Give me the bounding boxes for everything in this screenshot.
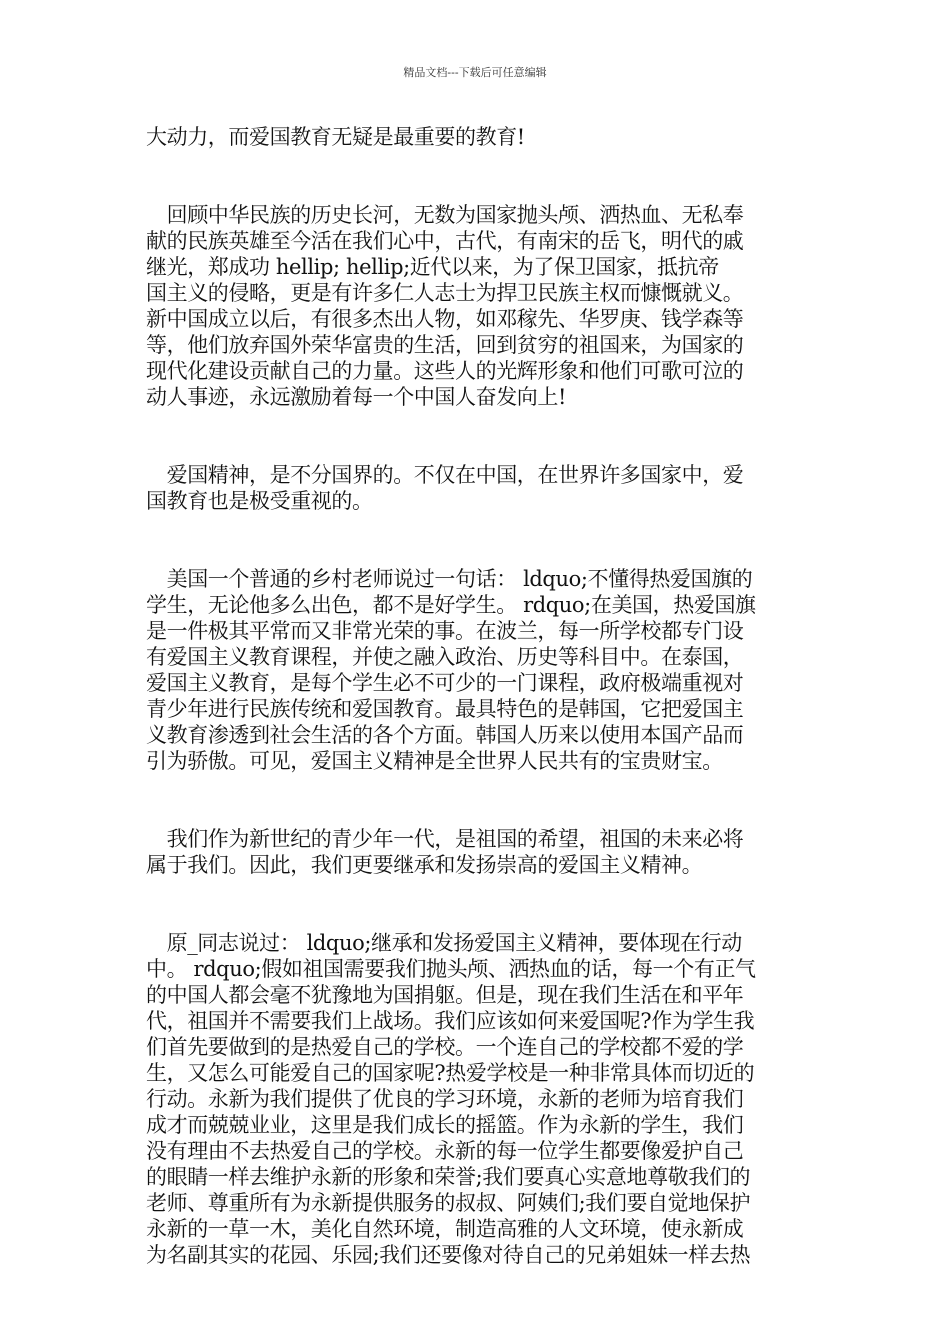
paragraph — [146, 826, 810, 878]
text-line: 大动力，而爱国教育无疑是最重要的教育! — [146, 125, 525, 149]
text-line: 成才而兢兢业业，这里是我们成长的摇篮。作为永新的学生，我们 — [146, 1113, 744, 1137]
text-line: 国主义的侵略，更是有许多仁人志士为捍卫民族主权而慷慨就义。 — [146, 281, 744, 305]
text-line: 引为骄傲。可见，爱国主义精神是全世界人民共有的宝贵财宝。 — [146, 749, 723, 773]
text-line: 中。 rdquo;假如祖国需要我们抛头颅、洒热血的话，每一个有正气 — [146, 957, 756, 981]
text-line: 永新的一草一木，美化自然环境，制造高雅的人文环境，使永新成 — [146, 1217, 744, 1241]
text-line: 原_同志说过： ldquo;继承和发扬爱国主义精神，要体现在行动 — [146, 931, 742, 955]
text-line: 现代化建设贡献自己的力量。这些人的光辉形象和他们可歌可泣的 — [146, 359, 744, 383]
text-line: 学生，无论他多么出色，都不是好学生。 rdquo;在美国，热爱国旗 — [146, 593, 756, 617]
text-line: 代，祖国并不需要我们上战场。我们应该如何来爱国呢?作为学生我 — [146, 1009, 755, 1033]
document-body — [146, 124, 810, 1268]
paragraph — [146, 462, 810, 514]
text-line: 们首先要做到的是热爱自己的学校。一个连自己的学校都不爱的学 — [146, 1035, 744, 1059]
text-line: 爱国主义教育，是每个学生必不可少的一门课程，政府极端重视对 — [146, 671, 744, 695]
paragraph — [146, 202, 810, 410]
paragraph — [146, 566, 810, 774]
text-line: 为名副其实的花园、乐园;我们还要像对待自己的兄弟姐妹一样去热 — [146, 1243, 751, 1267]
text-line: 动人事迹，永远激励着每一个中国人奋发向上! — [146, 385, 567, 409]
text-line: 行动。永新为我们提供了优良的学习环境，永新的老师为培育我们 — [146, 1087, 744, 1111]
text-line: 义教育渗透到社会生活的各个方面。韩国人历来以使用本国产品而 — [146, 723, 744, 747]
paragraph-gap — [146, 410, 810, 462]
text-line: 生，又怎么可能爱自己的国家呢?热爱学校是一种非常具体而切近的 — [146, 1061, 755, 1085]
text-line: 老师、尊重所有为永新提供服务的叔叔、阿姨们;我们要自觉地保护 — [146, 1191, 751, 1215]
text-line: 美国一个普通的乡村老师说过一句话： ldquo;不懂得热爱国旗的 — [146, 567, 753, 591]
text-line: 继光，郑成功 hellip; hellip;近代以来，为了保卫国家，抵抗帝 — [146, 255, 719, 279]
paragraph-gap — [146, 150, 810, 202]
paragraph-gap — [146, 878, 810, 930]
text-line: 等，他们放弃国外荣华富贵的生活，回到贫穷的祖国来，为国家的 — [146, 333, 744, 357]
text-line: 青少年进行民族传统和爱国教育。最具特色的是韩国，它把爱国主 — [146, 697, 744, 721]
text-line: 没有理由不去热爱自己的学校。永新的每一位学生都要像爱护自己 — [146, 1139, 744, 1163]
text-line: 新中国成立以后，有很多杰出人物，如邓稼先、华罗庚、钱学森等 — [146, 307, 744, 331]
text-line: 我们作为新世纪的青少年一代，是祖国的希望，祖国的未来必将 — [146, 827, 744, 851]
text-line: 回顾中华民族的历史长河，无数为国家抛头颅、洒热血、无私奉 — [146, 203, 744, 227]
text-line: 献的民族英雄至今活在我们心中，古代，有南宋的岳飞，明代的戚 — [146, 229, 744, 253]
text-line: 属于我们。因此，我们更要继承和发扬崇高的爱国主义精神。 — [146, 853, 703, 877]
text-line: 是一件极其平常而又非常光荣的事。在波兰，每一所学校都专门设 — [146, 619, 744, 643]
text-line: 的眼睛一样去维护永新的形象和荣誉;我们要真心实意地尊敬我们的 — [146, 1165, 751, 1189]
text-line: 有爱国主义教育课程，并使之融入政治、历史等科目中。在泰国， — [146, 645, 744, 669]
paragraph-gap — [146, 774, 810, 826]
page-header: 精品文档---下载后可任意编辑 — [403, 66, 547, 79]
paragraph-gap — [146, 514, 810, 566]
text-line: 的中国人都会毫不犹豫地为国捐躯。但是，现在我们生活在和平年 — [146, 983, 744, 1007]
paragraph — [146, 930, 810, 1268]
text-line: 爱国精神，是不分国界的。不仅在中国，在世界许多国家中，爱 — [146, 463, 744, 487]
text-line: 国教育也是极受重视的。 — [146, 489, 373, 513]
paragraph — [146, 124, 810, 150]
